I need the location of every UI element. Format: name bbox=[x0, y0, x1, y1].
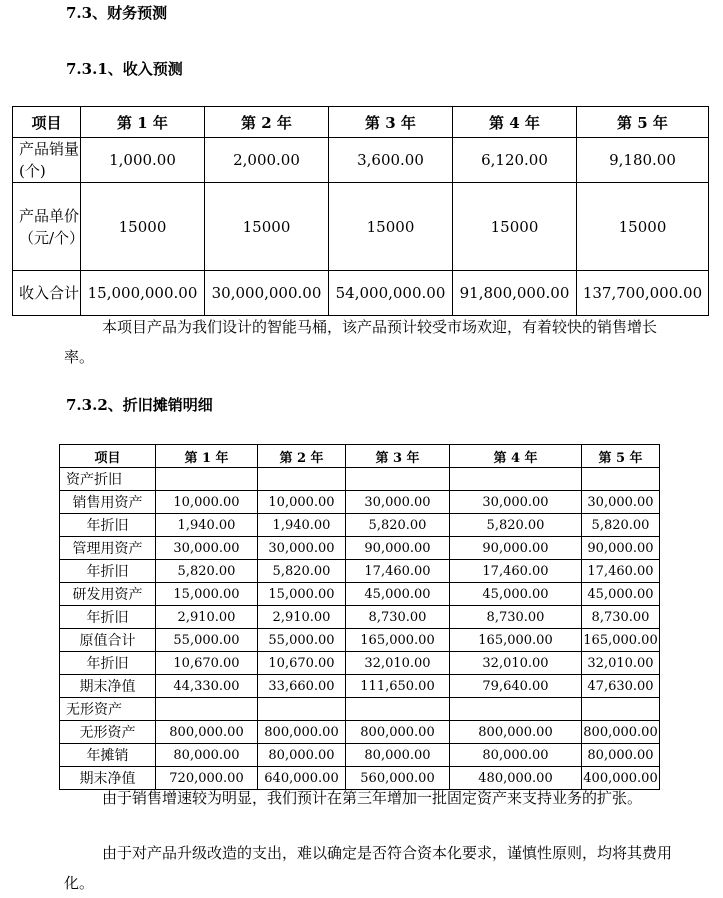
table-cell: 720,000.00 bbox=[156, 767, 258, 790]
table-cell: 560,000.00 bbox=[346, 767, 450, 790]
row-label: 资产折旧 bbox=[60, 468, 156, 491]
income-description-paragraph: 本项目产品为我们设计的智能马桶，该产品预计较受市场欢迎，有着较快的销售增长率。 bbox=[64, 318, 658, 366]
table-cell: 45,000.00 bbox=[346, 583, 450, 606]
table-cell: 30,000,000.00 bbox=[205, 271, 329, 316]
table-cell: 90,000.00 bbox=[582, 537, 660, 560]
table-cell: 165,000.00 bbox=[450, 629, 582, 652]
table-row bbox=[60, 698, 660, 721]
table-cell: 800,000.00 bbox=[582, 721, 660, 744]
row-label: 收入合计 bbox=[13, 271, 81, 316]
table-cell: 55,000.00 bbox=[258, 629, 346, 652]
table-cell: 800,000.00 bbox=[156, 721, 258, 744]
table-cell: 15000 bbox=[81, 183, 205, 271]
depreciation-table bbox=[59, 444, 660, 790]
header-cell: 项目 bbox=[13, 107, 81, 138]
table-cell: 80,000.00 bbox=[258, 744, 346, 767]
table-cell: 6,120.00 bbox=[453, 138, 577, 183]
table-cell: 90,000.00 bbox=[346, 537, 450, 560]
table-cell: 8,730.00 bbox=[582, 606, 660, 629]
table-row bbox=[60, 629, 660, 652]
table-cell: 10,670.00 bbox=[258, 652, 346, 675]
table-row bbox=[13, 271, 709, 316]
table-cell: 3,600.00 bbox=[329, 138, 453, 183]
table-cell: 400,000.00 bbox=[582, 767, 660, 790]
table-cell: 1,000.00 bbox=[81, 138, 205, 183]
table-cell bbox=[450, 698, 582, 721]
header-cell: 第 1 年 bbox=[156, 445, 258, 468]
table-cell bbox=[346, 468, 450, 491]
header-cell: 第 3 年 bbox=[329, 107, 453, 138]
table-cell: 45,000.00 bbox=[582, 583, 660, 606]
section-heading-7-3-2: 7.3.2、折旧摊销明细 bbox=[66, 396, 213, 414]
table-row bbox=[60, 491, 660, 514]
table-cell: 800,000.00 bbox=[450, 721, 582, 744]
table-header-row bbox=[60, 445, 660, 468]
table-cell: 15000 bbox=[205, 183, 329, 271]
table-cell bbox=[156, 468, 258, 491]
row-label: 年折旧 bbox=[60, 652, 156, 675]
table-cell: 2,910.00 bbox=[258, 606, 346, 629]
table-cell: 480,000.00 bbox=[450, 767, 582, 790]
income-forecast-table bbox=[12, 106, 709, 316]
table-cell: 55,000.00 bbox=[156, 629, 258, 652]
row-label: 无形资产 bbox=[60, 698, 156, 721]
table-cell: 91,800,000.00 bbox=[453, 271, 577, 316]
table-cell: 5,820.00 bbox=[156, 560, 258, 583]
table-cell: 80,000.00 bbox=[582, 744, 660, 767]
section-heading-7-3-1: 7.3.1、收入预测 bbox=[66, 60, 183, 78]
row-label: 年折旧 bbox=[60, 606, 156, 629]
table-cell: 5,820.00 bbox=[582, 514, 660, 537]
table-cell: 111,650.00 bbox=[346, 675, 450, 698]
table-row bbox=[60, 721, 660, 744]
table-cell: 30,000.00 bbox=[582, 491, 660, 514]
row-label: 产品销量(个) bbox=[13, 138, 81, 183]
expansion-paragraph: 由于销售增速较为明显，我们预计在第三年增加一批固定资产来支持业务的扩张。 bbox=[102, 789, 643, 807]
table-row bbox=[13, 138, 709, 183]
table-cell: 800,000.00 bbox=[346, 721, 450, 744]
header-cell: 第 2 年 bbox=[205, 107, 329, 138]
table-cell: 137,700,000.00 bbox=[577, 271, 709, 316]
table-cell: 15,000,000.00 bbox=[81, 271, 205, 316]
table-cell: 80,000.00 bbox=[346, 744, 450, 767]
row-label: 期末净值 bbox=[60, 767, 156, 790]
row-label: 年折旧 bbox=[60, 514, 156, 537]
table-header-row bbox=[13, 107, 709, 138]
table-cell bbox=[258, 698, 346, 721]
table-cell: 79,640.00 bbox=[450, 675, 582, 698]
table-row bbox=[60, 744, 660, 767]
table-row bbox=[60, 468, 660, 491]
row-label: 无形资产 bbox=[60, 721, 156, 744]
table-cell: 47,630.00 bbox=[582, 675, 660, 698]
table-row bbox=[60, 606, 660, 629]
row-label: 产品单价（元/个） bbox=[13, 183, 81, 271]
header-cell: 第 5 年 bbox=[582, 445, 660, 468]
table-cell: 15,000.00 bbox=[258, 583, 346, 606]
table-cell: 800,000.00 bbox=[258, 721, 346, 744]
row-label: 研发用资产 bbox=[60, 583, 156, 606]
table-cell: 15000 bbox=[329, 183, 453, 271]
table-cell: 30,000.00 bbox=[346, 491, 450, 514]
section-heading-7-3: 7.3、财务预测 bbox=[66, 4, 168, 22]
table-cell: 5,820.00 bbox=[346, 514, 450, 537]
header-cell: 第 4 年 bbox=[450, 445, 582, 468]
row-label: 年折旧 bbox=[60, 560, 156, 583]
table-cell: 15000 bbox=[577, 183, 709, 271]
row-label: 销售用资产 bbox=[60, 491, 156, 514]
table-cell: 54,000,000.00 bbox=[329, 271, 453, 316]
table-row bbox=[60, 560, 660, 583]
table-cell bbox=[258, 468, 346, 491]
table-cell: 165,000.00 bbox=[582, 629, 660, 652]
table-cell: 2,000.00 bbox=[205, 138, 329, 183]
row-label: 期末净值 bbox=[60, 675, 156, 698]
table-cell: 32,010.00 bbox=[346, 652, 450, 675]
table-cell: 10,000.00 bbox=[258, 491, 346, 514]
table-cell: 8,730.00 bbox=[346, 606, 450, 629]
table-cell: 44,330.00 bbox=[156, 675, 258, 698]
table-cell: 33,660.00 bbox=[258, 675, 346, 698]
table-cell: 10,670.00 bbox=[156, 652, 258, 675]
table-cell: 30,000.00 bbox=[156, 537, 258, 560]
table-row bbox=[60, 514, 660, 537]
table-cell: 10,000.00 bbox=[156, 491, 258, 514]
table-row bbox=[60, 675, 660, 698]
table-cell: 30,000.00 bbox=[258, 537, 346, 560]
table-cell: 640,000.00 bbox=[258, 767, 346, 790]
expensing-paragraph: 由于对产品升级改造的支出，难以确定是否符合资本化要求，谨慎性原则，均将其费用化。 bbox=[64, 844, 673, 892]
table-cell: 5,820.00 bbox=[450, 514, 582, 537]
table-cell: 80,000.00 bbox=[156, 744, 258, 767]
table-cell: 1,940.00 bbox=[156, 514, 258, 537]
row-label: 原值合计 bbox=[60, 629, 156, 652]
table-cell: 165,000.00 bbox=[346, 629, 450, 652]
table-cell: 17,460.00 bbox=[450, 560, 582, 583]
table-cell bbox=[156, 698, 258, 721]
table-cell: 90,000.00 bbox=[450, 537, 582, 560]
header-cell: 第 5 年 bbox=[577, 107, 709, 138]
row-label: 年摊销 bbox=[60, 744, 156, 767]
table-cell: 1,940.00 bbox=[258, 514, 346, 537]
table-cell: 80,000.00 bbox=[450, 744, 582, 767]
table-cell: 45,000.00 bbox=[450, 583, 582, 606]
header-cell: 第 1 年 bbox=[81, 107, 205, 138]
table-cell: 17,460.00 bbox=[582, 560, 660, 583]
table-cell: 32,010.00 bbox=[582, 652, 660, 675]
table-cell bbox=[582, 698, 660, 721]
table-cell: 9,180.00 bbox=[577, 138, 709, 183]
header-cell: 项目 bbox=[60, 445, 156, 468]
table-cell: 8,730.00 bbox=[450, 606, 582, 629]
table-cell bbox=[346, 698, 450, 721]
table-cell: 15000 bbox=[453, 183, 577, 271]
table-cell bbox=[450, 468, 582, 491]
header-cell: 第 2 年 bbox=[258, 445, 346, 468]
table-cell: 17,460.00 bbox=[346, 560, 450, 583]
row-label: 管理用资产 bbox=[60, 537, 156, 560]
table-cell: 15,000.00 bbox=[156, 583, 258, 606]
table-row bbox=[60, 652, 660, 675]
header-cell: 第 3 年 bbox=[346, 445, 450, 468]
table-cell: 30,000.00 bbox=[450, 491, 582, 514]
table-cell: 5,820.00 bbox=[258, 560, 346, 583]
table-cell bbox=[582, 468, 660, 491]
table-cell: 32,010.00 bbox=[450, 652, 582, 675]
header-cell: 第 4 年 bbox=[453, 107, 577, 138]
table-cell: 2,910.00 bbox=[156, 606, 258, 629]
table-row bbox=[60, 537, 660, 560]
table-row bbox=[13, 183, 709, 271]
table-row bbox=[60, 583, 660, 606]
